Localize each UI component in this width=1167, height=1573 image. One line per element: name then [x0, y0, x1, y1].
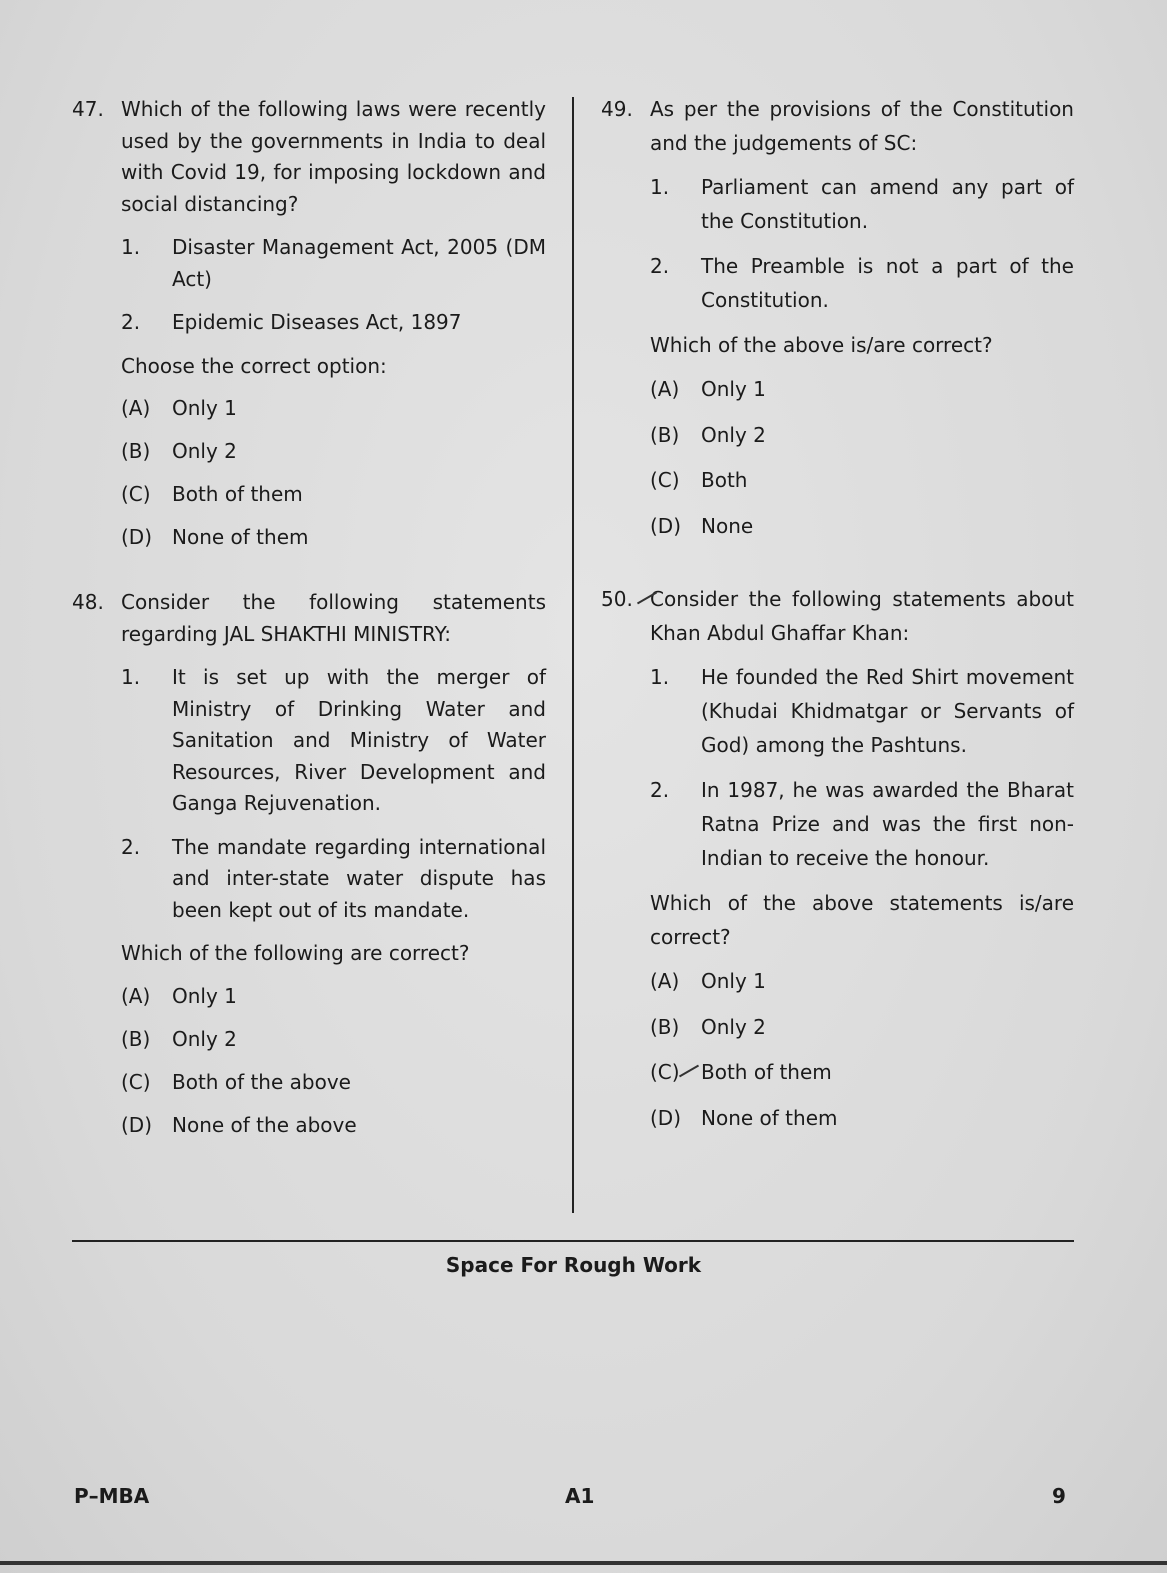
question-48: [72, 587, 546, 1153]
statement: 2. Epidemic Diseases Act, 1897: [121, 310, 462, 334]
question-number: 48.: [72, 590, 104, 614]
question-text: As per the provisions of the Constitution and the judgements of SC:: [650, 97, 1074, 155]
option-c[interactable]: (C) Both: [650, 468, 748, 492]
question-number: 50.: [601, 587, 633, 611]
question-49: [601, 92, 1074, 554]
option-b[interactable]: (B) Only 2: [121, 1026, 237, 1051]
option-d[interactable]: (D) None of them: [121, 525, 309, 549]
question-text: Which of the following laws were recently used by the governments in India to deal with Covid 19, for imposing lockdown and social distancing?: [121, 97, 546, 216]
option-a[interactable]: (A) Only 1: [650, 377, 766, 401]
question-prompt: Choose the correct option:: [121, 353, 387, 378]
footer-series: A1: [565, 1484, 595, 1508]
column-divider: [572, 97, 574, 1213]
statement: 1. Disaster Management Act, 2005 (DM Act): [121, 235, 546, 291]
question-47: [72, 94, 546, 565]
option-d[interactable]: (D) None of them: [650, 1105, 838, 1130]
bottom-edge-strip: [0, 1561, 1167, 1565]
question-prompt: Which of the above is/are correct?: [650, 333, 993, 357]
option-a[interactable]: (A) Only 1: [650, 969, 766, 993]
section-rule: [72, 1240, 1074, 1242]
option-a[interactable]: (A) Only 1: [121, 396, 237, 420]
option-c[interactable]: (C) Both of them: [121, 482, 303, 506]
question-number: 49.: [601, 97, 633, 121]
option-d[interactable]: (D) None: [650, 513, 754, 538]
option-list: [72, 393, 546, 565]
option-b[interactable]: (B) Only 2: [121, 439, 237, 463]
statement: 2. The Preamble is not a part of the Constitution.: [650, 254, 1074, 312]
option-b[interactable]: (B) Only 2: [650, 422, 766, 447]
option-list: [72, 981, 546, 1153]
statement-list: [601, 660, 1074, 875]
statement: 1. Parliament can amend any part of the Constitution.: [650, 175, 1074, 233]
statement: 1. He founded the Red Shirt movement (Khudai Khidmatgar or Servants of God) among the Pashtuns.: [650, 665, 1074, 757]
question-prompt: Which of the following are correct?: [121, 941, 470, 965]
option-b[interactable]: (B) Only 2: [650, 1014, 766, 1039]
statement: 1. It is set up with the merger of Ministry of Drinking Water and Sanitation and Ministry of Water Resources, River Development and Ganga Rejuvenation.: [121, 665, 546, 815]
option-a[interactable]: (A) Only 1: [121, 983, 237, 1008]
footer-page-number: 9: [1052, 1484, 1066, 1508]
question-50: [601, 582, 1074, 1146]
option-list: [601, 964, 1074, 1146]
option-list: [601, 372, 1074, 554]
option-c[interactable]: (C) Both of the above: [121, 1069, 351, 1094]
option-d[interactable]: (D) None of the above: [121, 1112, 357, 1137]
statement-list: [72, 662, 546, 926]
statement-list: [601, 170, 1074, 317]
option-c[interactable]: (C) Both of them: [650, 1060, 832, 1084]
rough-work-heading: Space For Rough Work: [445, 1253, 702, 1277]
footer-paper-code: P–MBA: [74, 1484, 150, 1508]
question-text: Consider the following statements regarding JAL SHAKTHI MINISTRY:: [121, 590, 546, 646]
statement: 2. In 1987, he was awarded the Bharat Ratna Prize and was the first non-Indian to receive the honour.: [650, 778, 1074, 870]
question-text: Consider the following statements about Khan Abdul Ghaffar Khan:: [650, 587, 1074, 645]
statement-list: [72, 232, 546, 339]
statement: 2. The mandate regarding international and inter-state water dispute has been kept out of its mandate.: [121, 834, 546, 922]
question-prompt: Which of the above statements is/are correct?: [650, 891, 1074, 949]
question-number: 47.: [72, 97, 104, 121]
